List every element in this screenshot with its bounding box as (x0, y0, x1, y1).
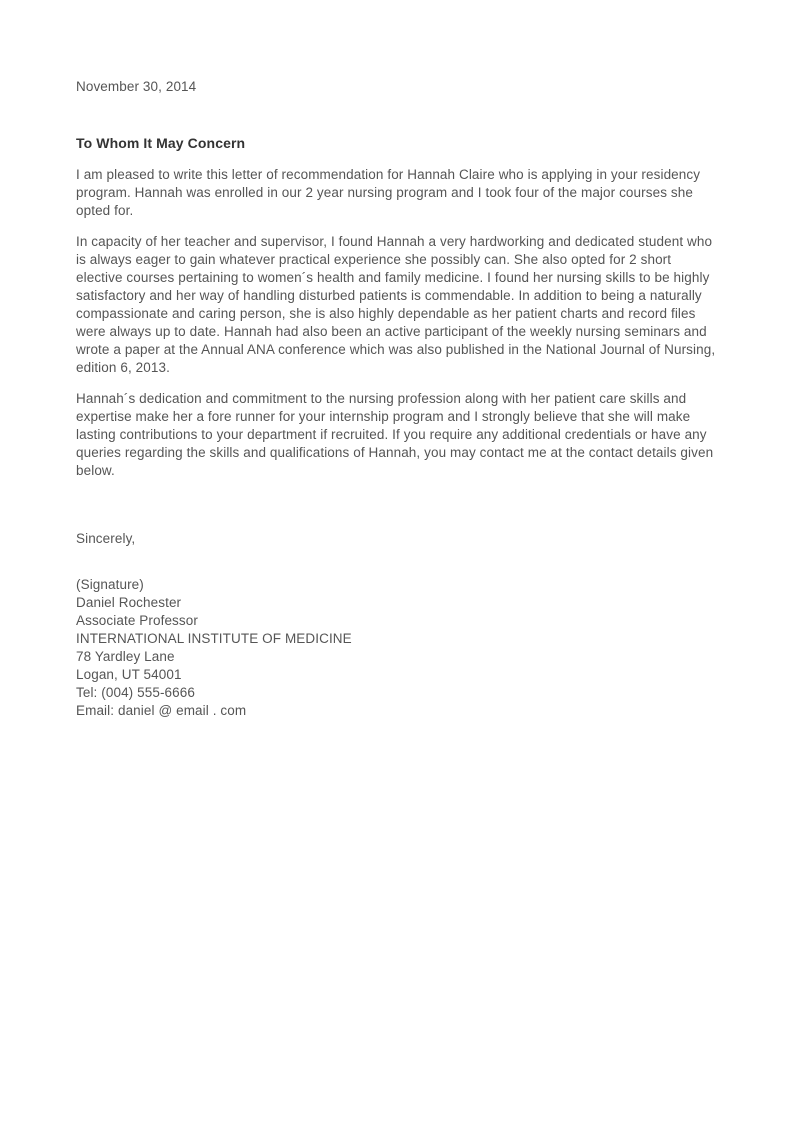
signer-street-address: 78 Yardley Lane (76, 649, 175, 664)
signer-email: Email: daniel @ email . com (76, 703, 247, 718)
signature-placeholder: (Signature) (76, 577, 144, 592)
signer-name: Daniel Rochester (76, 595, 182, 610)
letter-paragraph-2: In capacity of her teacher and supervisor, I found Hannah a very hardworking and dedicated student who is always eager to gain whatever practical experience she possibly can. She also opted for 2 short elective courses pertaining to women´s health and family medicine. I found her nursing skills to be highly satisfactory and her way of handling disturbed patients is commendable. In addition to being a naturally compassionate and caring person, she is also highly dependable as her patient charts and record files were always up to date. Hannah had also been an active participant of the weekly nursing seminars and wrote a paper at the Annual ANA conference which was also published in the National Journal of Nursing, edition 6, 2013. (76, 234, 716, 375)
letter-paragraph-1: I am pleased to write this letter of recommendation for Hannah Claire who is applying in your residency program. Hannah was enrolled in our 2 year nursing program and I took four of the major courses she opted for. (76, 167, 701, 218)
signature-block (76, 576, 717, 720)
signer-city-state-zip: Logan, UT 54001 (76, 667, 182, 682)
letter-salutation: To Whom It May Concern (76, 135, 246, 151)
letter-closing: Sincerely, (76, 531, 136, 546)
signer-title: Associate Professor (76, 613, 198, 628)
letter-date: November 30, 2014 (76, 79, 197, 94)
signer-phone: Tel: (004) 555-6666 (76, 685, 195, 700)
signer-organization: INTERNATIONAL INSTITUTE OF MEDICINE (76, 631, 352, 646)
letter-paragraph-3: Hannah´s dedication and commitment to the nursing profession along with her patient care skills and expertise make her a fore runner for your internship program and I strongly believe that she will make lasting contributions to your department if recruited. If you require any additional credentials or have any queries regarding the skills and qualifications of Hannah, you may contact me at the contact details given below. (76, 391, 714, 478)
